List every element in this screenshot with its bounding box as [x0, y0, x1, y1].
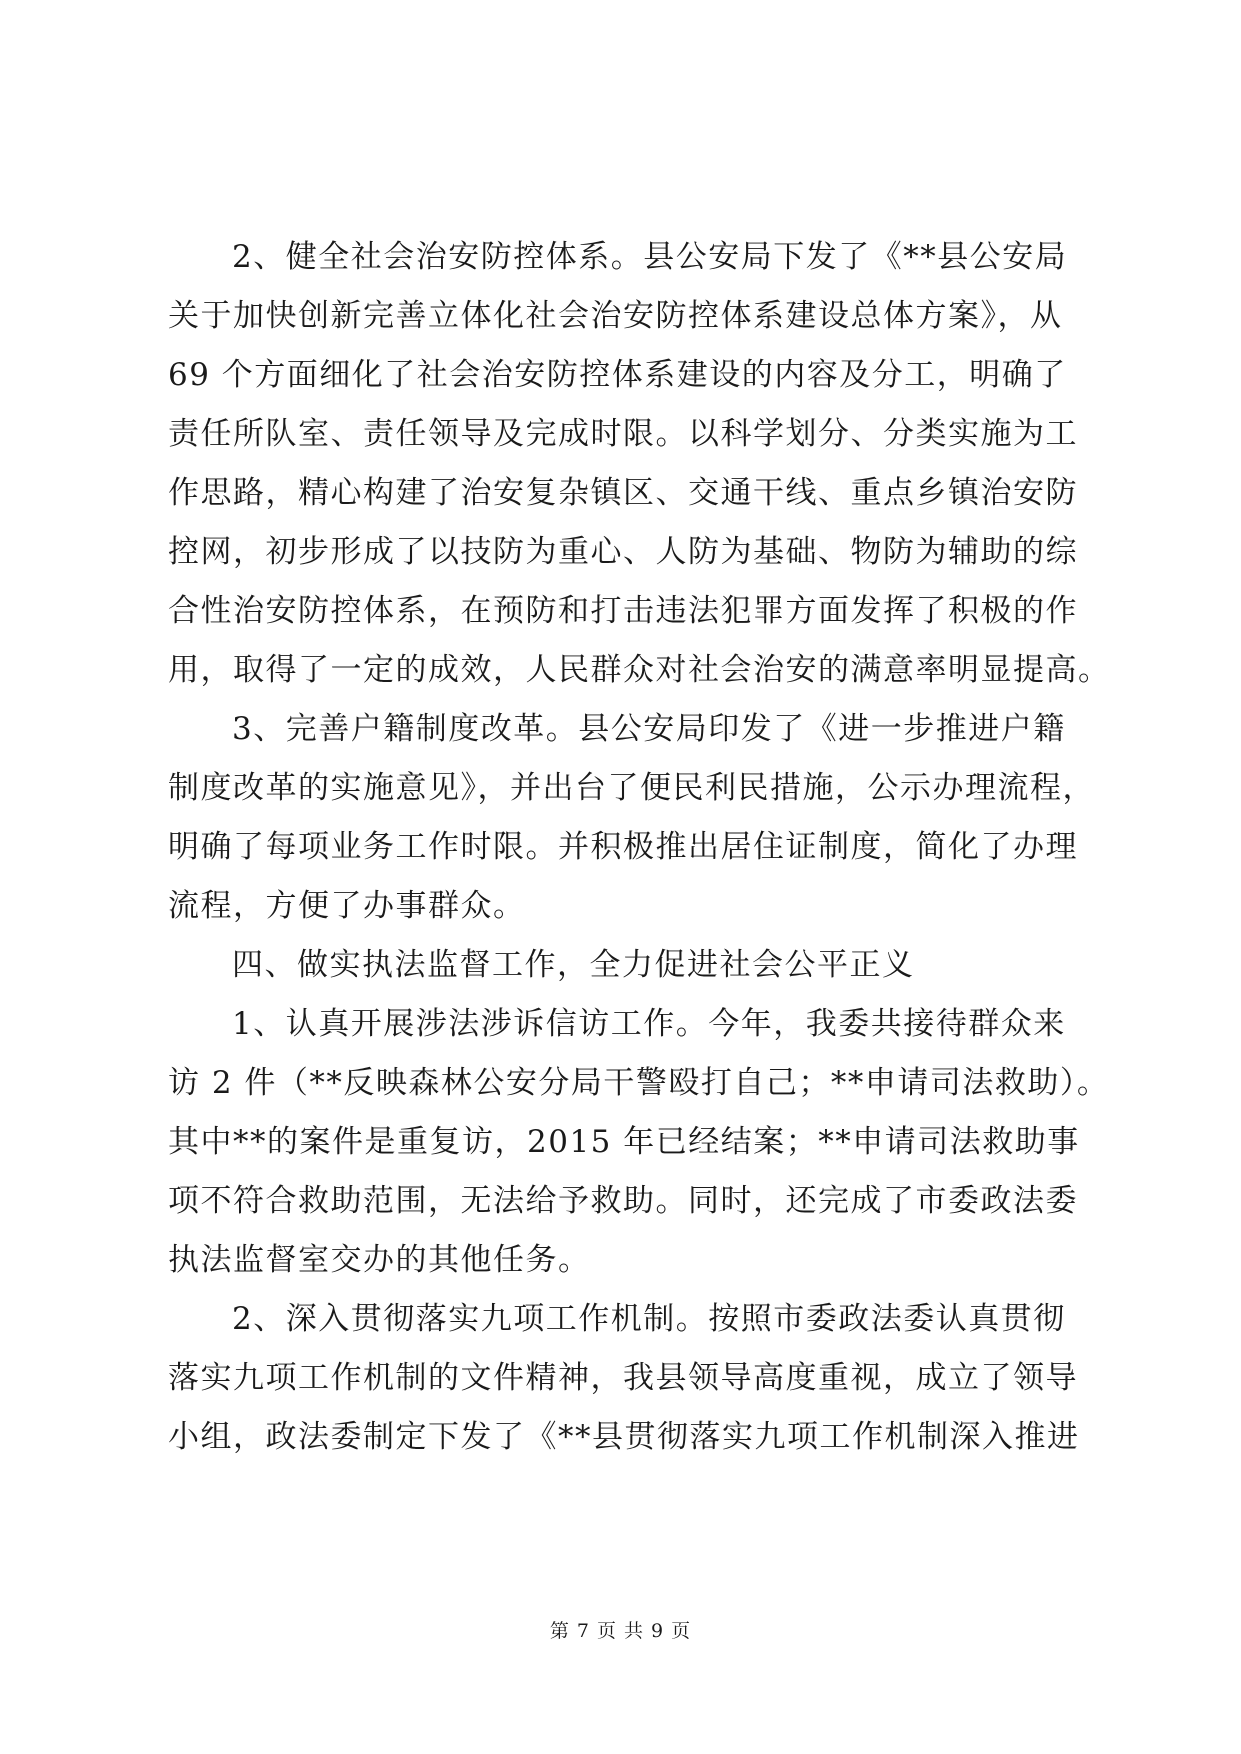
section-heading: 四、做实执法监督工作，全力促进社会公平正义: [232, 947, 915, 983]
text-line: 3、完善户籍制度改革。县公安局印发了《进一步推进户籍: [232, 711, 1066, 747]
text-line: 关于加快创新完善立体化社会治安防控体系建设总体方案》，从: [168, 298, 1063, 334]
text-line: 落实九项工作机制的文件精神，我县领导高度重视，成立了领导: [168, 1360, 1078, 1396]
text-line: 作思路，精心构建了治安复杂镇区、交通干线、重点乡镇治安防: [168, 475, 1078, 511]
text-line: 其中**的案件是重复访，2015 年已经结案；**申请司法救助事: [168, 1124, 1080, 1160]
text-line: 2、健全社会治安防控体系。县公安局下发了《**县公安局: [232, 239, 1068, 275]
document-body: [168, 228, 1111, 1467]
text-line: 控网，初步形成了以技防为重心、人防为基础、物防为辅助的综: [168, 534, 1078, 570]
text-line: 执法监督室交办的其他任务。: [168, 1242, 591, 1278]
page-number-footer: 第 7 页 共 9 页: [549, 1620, 692, 1642]
text-line: 项不符合救助范围，无法给予救助。同时，还完成了市委政法委: [168, 1183, 1078, 1219]
text-line: 制度改革的实施意见》，并出台了便民利民措施，公示办理流程，: [168, 770, 1095, 806]
text-line: 2、深入贯彻落实九项工作机制。按照市委政法委认真贯彻: [232, 1301, 1066, 1337]
text-line: 69 个方面细化了社会治安防控体系建设的内容及分工，明确了: [168, 357, 1067, 393]
text-line: 明确了每项业务工作时限。并积极推出居住证制度，简化了办理: [168, 829, 1078, 865]
text-line: 1、认真开展涉法涉诉信访工作。今年，我委共接待群众来: [232, 1006, 1066, 1042]
text-line: 责任所队室、责任领导及完成时限。以科学划分、分类实施为工: [168, 416, 1078, 452]
text-line: 访 2 件（**反映森林公安分局干警殴打自己；**申请司法救助）。: [168, 1065, 1110, 1101]
text-line: 用，取得了一定的成效，人民群众对社会治安的满意率明显提高。: [168, 652, 1111, 688]
text-line: 合性治安防控体系，在预防和打击违法犯罪方面发挥了积极的作: [168, 593, 1078, 629]
text-line: 流程，方便了办事群众。: [168, 888, 526, 924]
text-line: 小组，政法委制定下发了《**县贯彻落实九项工作机制深入推进: [168, 1419, 1080, 1455]
